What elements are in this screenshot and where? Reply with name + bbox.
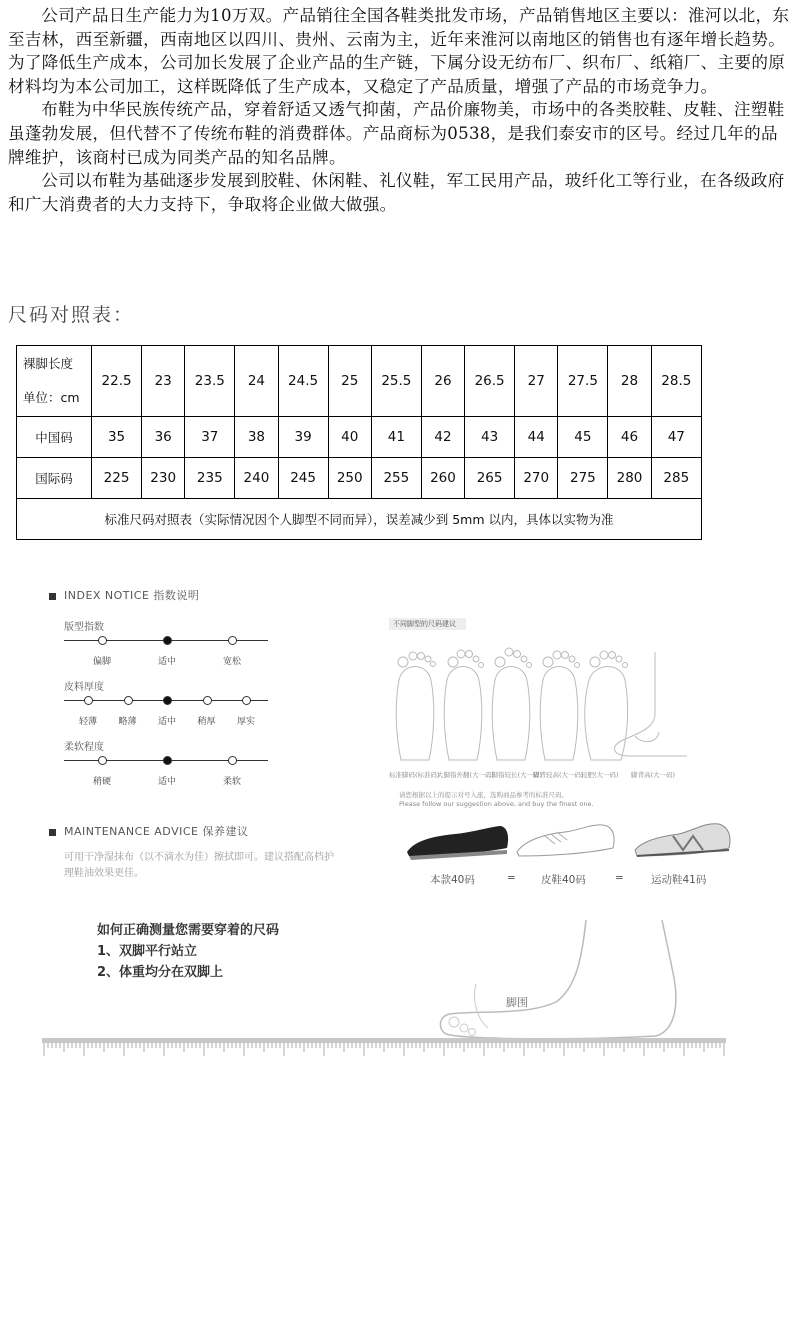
intl-size-cell: 230 (142, 458, 185, 499)
foot-type-tag: 不同脚型的尺码建议 (389, 618, 466, 630)
shoe-compare-eq-1: = (507, 872, 516, 884)
china-size-cell: 39 (278, 417, 328, 458)
softness-label: 柔软程度 (64, 742, 104, 753)
selected-dot-icon (163, 696, 172, 705)
intl-size-cell: 275 (558, 458, 608, 499)
foot-type-1: 标准脚码(标准码) (389, 771, 440, 779)
shoe-compare-leather: 皮鞋40码 (541, 874, 586, 886)
china-size-cell: 46 (608, 417, 651, 458)
casual-shoe-icon (405, 822, 515, 862)
scale-tick-label: 厚实 (236, 717, 256, 727)
intl-size-label: 国际码 (17, 458, 92, 499)
foot-length-cell: 27.5 (558, 346, 608, 417)
maintenance-text: 可用干净湿抹布（以不滴水为佳）擦拭即可。建议搭配高档护理鞋油效果更佳。 (64, 852, 334, 879)
intl-size-cell: 265 (465, 458, 515, 499)
foot-length-cell: 24 (235, 346, 278, 417)
scale-tick-label: 稍硬 (92, 777, 112, 787)
square-bullet-icon (49, 829, 56, 836)
foot-type-3: 二脚指较长(大一码) (485, 771, 543, 779)
foot-length-cell: 24.5 (278, 346, 328, 417)
scale-tick-label: 轻薄 (78, 717, 98, 727)
foot-length-cell: 23.5 (185, 346, 235, 417)
intl-size-cell: 270 (515, 458, 558, 499)
scale-tick-label: 宽松 (222, 657, 242, 667)
measure-step-1: 1、双脚平行站立 (97, 944, 198, 959)
foot-length-cell: 22.5 (92, 346, 142, 417)
scale-tick-label: 适中 (157, 717, 177, 727)
dot-icon (98, 756, 107, 765)
measure-title: 如何正确测量您需要穿着的尺码 (97, 923, 280, 938)
measure-step-2: 2、体重均分在双脚上 (97, 965, 224, 980)
intl-size-cell: 225 (92, 458, 142, 499)
foot-length-header (17, 346, 92, 417)
table-row-note (17, 499, 702, 540)
foot-length-cell: 26.5 (465, 346, 515, 417)
foot-length-label: 裸脚长度 (23, 356, 74, 371)
intl-size-cell: 235 (185, 458, 235, 499)
dot-icon (98, 636, 107, 645)
foot-length-cell: 26 (421, 346, 464, 417)
foot-length-cell: 28 (608, 346, 651, 417)
fit-index-label: 版型指数 (64, 622, 104, 633)
foot-girth-label: 脚围 (506, 996, 528, 1009)
index-notice-title-text: INDEX NOTICE 指数说明 (64, 589, 200, 602)
intl-size-cell: 280 (608, 458, 651, 499)
scale-tick-label: 适中 (157, 777, 177, 787)
shoe-compare-eq-2: = (615, 872, 624, 884)
foot-length-cell: 25 (328, 346, 371, 417)
softness-scale (64, 760, 268, 787)
leather-thickness-scale (64, 700, 268, 727)
scale-tick-label: 适中 (157, 657, 177, 667)
leather-thickness-label: 皮料厚度 (64, 682, 104, 693)
dot-icon (228, 636, 237, 645)
selected-dot-icon (163, 636, 172, 645)
foot-type-illustration (387, 618, 687, 808)
table-row-intl-size (17, 458, 702, 499)
scale-tick-label: 柔软 (222, 777, 242, 787)
dot-icon (84, 696, 93, 705)
dot-icon (228, 756, 237, 765)
foot-type-2: 大脚指外翻(大一码) (437, 771, 495, 779)
china-size-cell: 41 (371, 417, 421, 458)
index-notice-title (49, 587, 199, 603)
china-size-cell: 44 (515, 417, 558, 458)
measure-instructions (97, 920, 279, 983)
intro-paragraph-3: 公司以布鞋为基础逐步发展到胶鞋、休闲鞋、礼仪鞋，军工民用产品，玻纤化工等行业，在各级政府和广大消费者的大力支持下，争取将企业做大做强。 (8, 171, 785, 214)
china-size-label: 中国码 (17, 417, 92, 458)
foot-length-cell: 23 (142, 346, 185, 417)
size-chart-table (16, 345, 702, 540)
foot-type-4: 脚背较高(大一码) (533, 771, 584, 779)
scale-tick-label: 偏脚 (92, 657, 112, 667)
intro-paragraph-2: 布鞋为中华民族传统产品，穿着舒适又透气抑菌，产品价廉物美，市场中的各类胶鞋、皮鞋、注塑鞋虽蓬勃发展，但代替不了传统布鞋的消费群体。产品商标为0538，是我们泰安市的区号。经过几年的品牌维护，该商村已成为同类产品的知名品牌。 (8, 100, 785, 167)
china-size-cell: 45 (558, 417, 608, 458)
china-size-cell: 37 (185, 417, 235, 458)
china-size-cell: 35 (92, 417, 142, 458)
foot-type-6: 脚背高(大一码) (631, 771, 676, 779)
foot-length-cell: 28.5 (651, 346, 701, 417)
china-size-cell: 36 (142, 417, 185, 458)
sport-shoe-icon (633, 820, 743, 860)
scale-tick-label: 略薄 (118, 717, 137, 727)
scale-tick-label: 稍厚 (197, 717, 216, 727)
leather-shoe-icon (515, 820, 625, 860)
company-intro (8, 4, 792, 216)
foot-suggest-en: Please follow our suggestion above, and buy the finest one. (399, 800, 594, 808)
foot-type-5: 较肥(大一码) (581, 771, 619, 779)
foot-outlines-icon (387, 632, 687, 767)
selected-dot-icon (163, 756, 172, 765)
dot-icon (124, 696, 133, 705)
intl-size-cell: 255 (371, 458, 421, 499)
dot-icon (203, 696, 212, 705)
maintenance-title (49, 823, 248, 839)
intl-size-cell: 240 (235, 458, 278, 499)
shoe-compare-sport: 运动鞋41码 (651, 874, 707, 886)
fit-index-scale (64, 640, 268, 667)
intl-size-cell: 245 (278, 458, 328, 499)
china-size-cell: 47 (651, 417, 701, 458)
foot-suggest-cn: 请您根据以上的提示对号入座，选购商品参考的标准尺码。 (399, 791, 568, 799)
china-size-cell: 38 (235, 417, 278, 458)
intl-size-cell: 285 (651, 458, 701, 499)
dot-icon (242, 696, 251, 705)
intl-size-cell: 250 (328, 458, 371, 499)
ruler-icon (42, 1038, 726, 1058)
china-size-cell: 40 (328, 417, 371, 458)
foot-length-cell: 25.5 (371, 346, 421, 417)
china-size-cell: 42 (421, 417, 464, 458)
foot-measure-icon (436, 918, 726, 1043)
size-chart-title: 尺码对照表： (8, 304, 135, 326)
intl-size-cell: 260 (421, 458, 464, 499)
table-row-foot-length (17, 346, 702, 417)
maintenance-title-text: MAINTENANCE ADVICE 保养建议 (64, 825, 249, 838)
intro-paragraph-1: 公司产品日生产能力为10万双。产品销往全国各鞋类批发市场，产品销售地区主要以：淮河以北，东至吉林，西至新疆，西南地区以四川、贵州、云南为主，近年来淮河以南地区的销售也有逐年增长趋势。为了降低生产成本，公司加长发展了企业产品的生产链，下属分设无纺布厂、织布厂、纸箱厂、主要的原材料均为本公司加工，这样既降低了生产成本，又稳定了产品质量，增强了产品的市场竞争力。 (8, 6, 790, 96)
china-size-cell: 43 (465, 417, 515, 458)
unit-label: 单位：cm (23, 390, 80, 405)
foot-length-cell: 27 (515, 346, 558, 417)
table-row-china-size (17, 417, 702, 458)
shoe-compare-this: 本款40码 (430, 874, 475, 886)
size-note: 标准尺码对照表（实际情况因个人脚型不同而异），误差减少到 5mm 以内，具体以实物为准 (17, 499, 702, 540)
square-bullet-icon (49, 593, 56, 600)
